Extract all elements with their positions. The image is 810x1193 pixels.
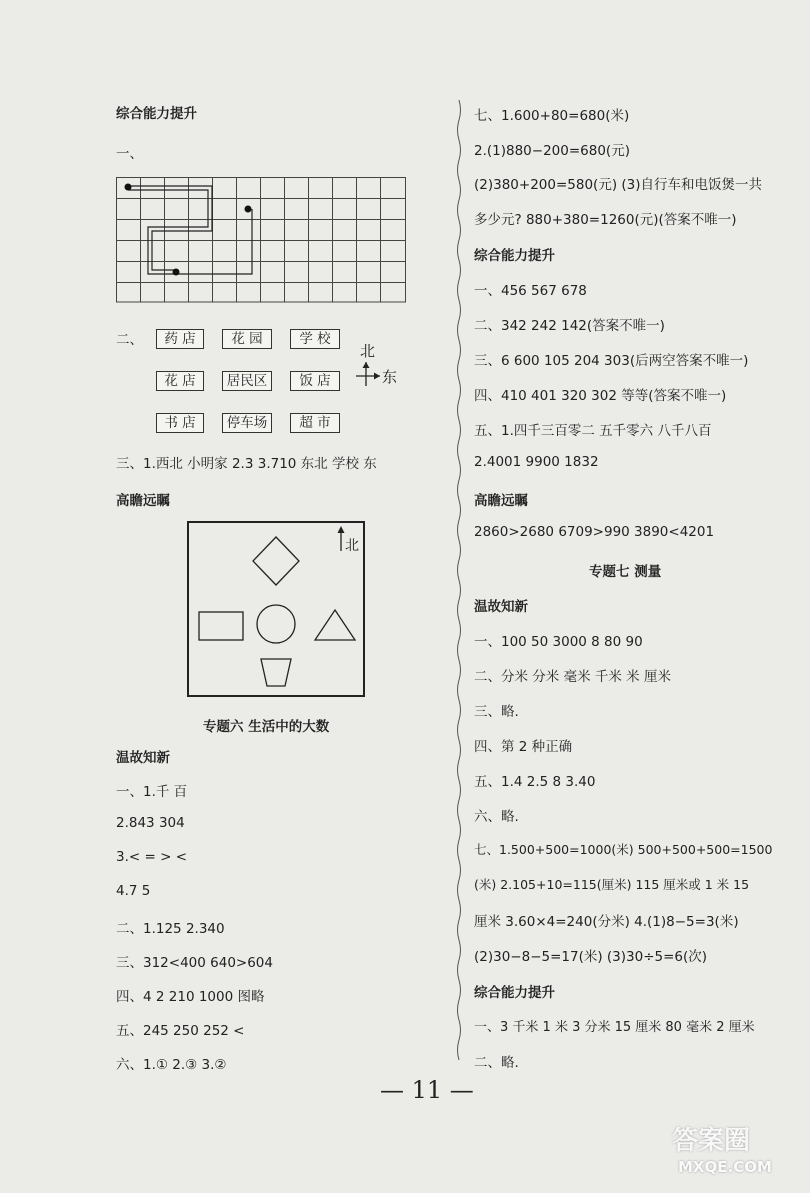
answer-line: 多少元? 880+380=1260(元)(答案不唯一) — [474, 212, 737, 228]
answer-line: 三、312<400 640>604 — [116, 955, 273, 971]
answer-line: 一、100 50 3000 8 80 90 — [474, 634, 643, 650]
map-box-supermarket: 超 市 — [290, 413, 340, 433]
answer-line: (2)30−8−5=17(米) (3)30÷5=6(次) — [474, 949, 708, 965]
answer-line: 一、1.千 百 — [116, 784, 188, 800]
map-box-pharmacy: 药 店 — [156, 329, 204, 349]
answer-line: 4.7 5 — [116, 883, 151, 899]
answer-line: 七、1.600+80=680(米) — [474, 108, 630, 124]
map-box-school: 学 校 — [290, 329, 340, 349]
frame-north-label: 北 — [345, 538, 359, 554]
answer-line: 2.4001 9900 1832 — [474, 454, 599, 470]
question-label-2: 二、 — [116, 332, 143, 348]
answer-line: 二、分米 分米 毫米 千米 米 厘米 — [474, 669, 671, 685]
answer-line: 厘米 3.60×4=240(分米) 4.(1)8−5=3(米) — [474, 914, 739, 930]
answer-line: 2860>2680 6709>990 3890<4201 — [474, 524, 715, 540]
map-box-bookstore: 书 店 — [156, 413, 204, 433]
answer-line: (米) 2.105+10=115(厘米) 115 厘米或 1 米 15 — [474, 877, 750, 892]
answer-line: 四、410 401 320 302 等等(答案不唯一) — [474, 388, 727, 404]
answer-line: 一、3 千米 1 米 3 分米 15 厘米 80 毫米 2 厘米 — [474, 1020, 755, 1035]
grid-path-diagram — [116, 177, 408, 303]
section-heading-wengu-left: 温故知新 — [116, 750, 170, 766]
answer-line: 五、245 250 252 < — [116, 1023, 245, 1039]
topic-7-title: 专题七 测量 — [589, 564, 662, 580]
answer-line: 六、1.① 2.③ 3.② — [116, 1057, 227, 1073]
section-heading-gaozhan-right: 高瞻远瞩 — [474, 493, 528, 509]
compass-east-label: 东 — [382, 368, 398, 386]
answer-line: 五、1.4 2.5 8 3.40 — [474, 774, 596, 790]
topic-6-title: 专题六 生活中的大数 — [203, 719, 330, 735]
answer-line: 六、略. — [474, 809, 519, 825]
answer-line: (2)380+200=580(元) (3)自行车和电饭煲一共 — [474, 177, 762, 193]
answer-line: 二、略. — [474, 1055, 519, 1071]
shapes-frame — [187, 521, 365, 697]
shapes-diagram — [189, 523, 363, 695]
section-heading-gaozhan: 高瞻远瞩 — [116, 493, 170, 509]
page-number: — 11 — — [380, 1076, 474, 1104]
section-heading-zonghe-right-2: 综合能力提升 — [474, 985, 555, 1001]
watermark-logo: 答案圈 — [672, 1126, 751, 1156]
question-label-1: 一、 — [116, 146, 143, 162]
answer-line: 二、342 242 142(答案不唯一) — [474, 318, 665, 334]
section-heading-zonghe: 综合能力提升 — [116, 106, 197, 122]
answer-line: 二、1.125 2.340 — [116, 921, 225, 937]
watermark-url: MXQE.COM — [678, 1158, 772, 1176]
map-box-garden: 花 园 — [222, 329, 272, 349]
column-divider — [456, 100, 462, 1060]
answer-line: 七、1.500+500=1000(米) 500+500+500=1500 — [474, 842, 773, 857]
answer-line: 2.(1)880−200=680(元) — [474, 143, 630, 159]
compass-arrows-icon — [352, 360, 386, 388]
section-heading-wengu-right: 温故知新 — [474, 599, 528, 615]
section-heading-zonghe-right: 综合能力提升 — [474, 248, 555, 264]
answer-line: 四、第 2 种正确 — [474, 739, 573, 755]
answer-line: 2.843 304 — [116, 815, 185, 831]
map-box-restaurant: 饭 店 — [290, 371, 340, 391]
map-box-residential: 居民区 — [222, 371, 272, 391]
compass-north-label: 北 — [360, 342, 376, 360]
map-box-flower-shop: 花 店 — [156, 371, 204, 391]
answer-3-left: 三、1.西北 小明家 2.3 3.710 东北 学校 东 — [116, 456, 377, 472]
answer-line: 三、6 600 105 204 303(后两空答案不唯一) — [474, 353, 749, 369]
answer-line: 一、456 567 678 — [474, 283, 587, 299]
answer-line: 三、略. — [474, 704, 519, 720]
answer-line: 3.< = > < — [116, 849, 188, 865]
map-box-parking: 停车场 — [222, 413, 272, 433]
answer-line: 五、1.四千三百零二 五千零六 八千八百 — [474, 423, 712, 439]
answer-line: 四、4 2 210 1000 图略 — [116, 989, 265, 1005]
